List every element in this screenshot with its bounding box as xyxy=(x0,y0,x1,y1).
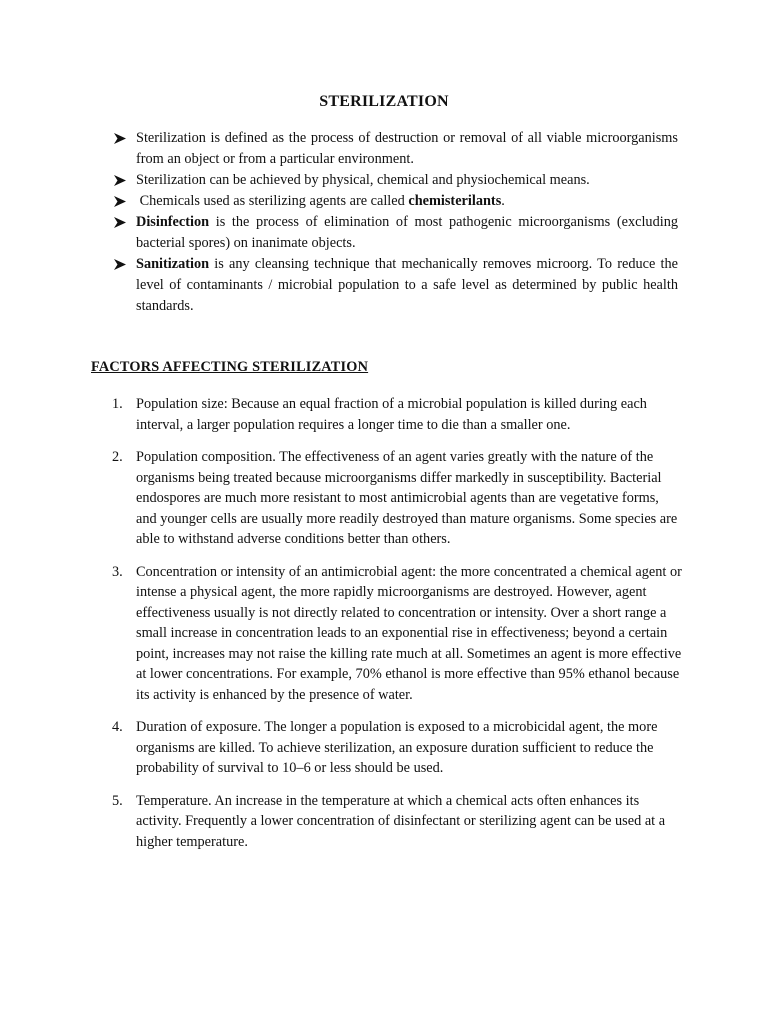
factors-numbered-list xyxy=(112,394,682,864)
bullet-bold-term: chemisterilants xyxy=(408,193,502,209)
factor-text: Duration of exposure. The longer a population is exposed to a microbicidal agent, the more organisms are killed. To achieve sterilization, an exposure duration sufficient to reduce the probability of survival to 10–6 or less should be used. xyxy=(136,719,658,776)
bullet-item xyxy=(114,128,678,170)
arrow-bullet-icon xyxy=(114,254,128,275)
bullet-bold-term: Disinfection xyxy=(136,214,210,230)
bullet-text: Chemicals used as sterilizing agents are called xyxy=(136,193,409,209)
factor-item xyxy=(112,394,682,435)
factor-text: Temperature. An increase in the temperature at which a chemical acts often enhances its activity. Frequently a lower concentration of disinfectant or sterilizing agent can be used at a higher temperature. xyxy=(136,792,666,850)
factor-text: Population size: Because an equal fraction of a microbial population is killed during each interval, a larger population requires a longer time to die than a smaller one. xyxy=(136,396,647,433)
factor-text: Concentration or intensity of an antimicrobial agent: the more concentrated a chemical agent or intense a physical agent, the more rapidly microorganisms are destroyed. However, agent effectiveness usually is not directly related to concentration or intensity. Over a short range a small increase in concentration leads to an exponential rise in effectiveness; beyond a certain point, increases may not raise the killing rate much at all. Sometimes an agent is more effective at lower concentrations. For example, 70% ethanol is more effective than 95% ethanol because its activity is enhanced by the presence of water. xyxy=(136,563,682,703)
arrow-bullet-icon xyxy=(114,191,128,212)
factor-number: 2. xyxy=(112,449,123,465)
factor-item xyxy=(112,447,682,550)
arrow-bullet-icon xyxy=(114,170,128,191)
bullet-text: is any cleansing technique that mechanically removes microorg. To reduce the level of contaminants / microbial population to a safe level as determined by public health standards. xyxy=(136,256,678,314)
factor-text: Population composition. The effectiveness of an agent varies greatly with the nature of the organisms being treated because microorganisms differ markedly in susceptibility. Bacterial endospores are much more resistant to most antimicrobial agents than are vegetative forms, and younger cells are usually more readily destroyed than mature organisms. Some species are able to withstand adverse conditions better than others. xyxy=(136,449,678,547)
definition-bullet-list xyxy=(114,128,678,317)
bullet-item xyxy=(114,191,678,212)
factor-item xyxy=(112,562,682,706)
factor-number: 3. xyxy=(112,563,123,580)
bullet-text: Sterilization is defined as the process of destruction or removal of all viable microorganisms from an object or from a particular environment. xyxy=(136,130,678,167)
bullet-suffix: . xyxy=(501,193,505,209)
arrow-bullet-icon xyxy=(114,212,128,233)
bullet-text: Sterilization can be achieved by physical, chemical and physiochemical means. xyxy=(136,172,590,188)
bullet-item xyxy=(114,254,678,317)
bullet-text: is the process of elimination of most pathogenic microorganisms (excluding bacterial spores) on inanimate objects. xyxy=(136,214,678,251)
factor-item xyxy=(112,717,682,779)
arrow-bullet-icon xyxy=(114,128,128,149)
bullet-bold-term: Sanitization xyxy=(136,256,210,272)
bullet-item xyxy=(114,212,678,254)
factor-number: 4. xyxy=(112,719,123,735)
factor-number: 5. xyxy=(112,792,123,809)
page-title: STERILIZATION xyxy=(319,93,449,110)
factor-item xyxy=(112,791,682,853)
bullet-item xyxy=(114,170,678,191)
section-heading: FACTORS AFFECTING STERILIZATION xyxy=(91,359,369,375)
factor-number: 1. xyxy=(112,396,123,412)
